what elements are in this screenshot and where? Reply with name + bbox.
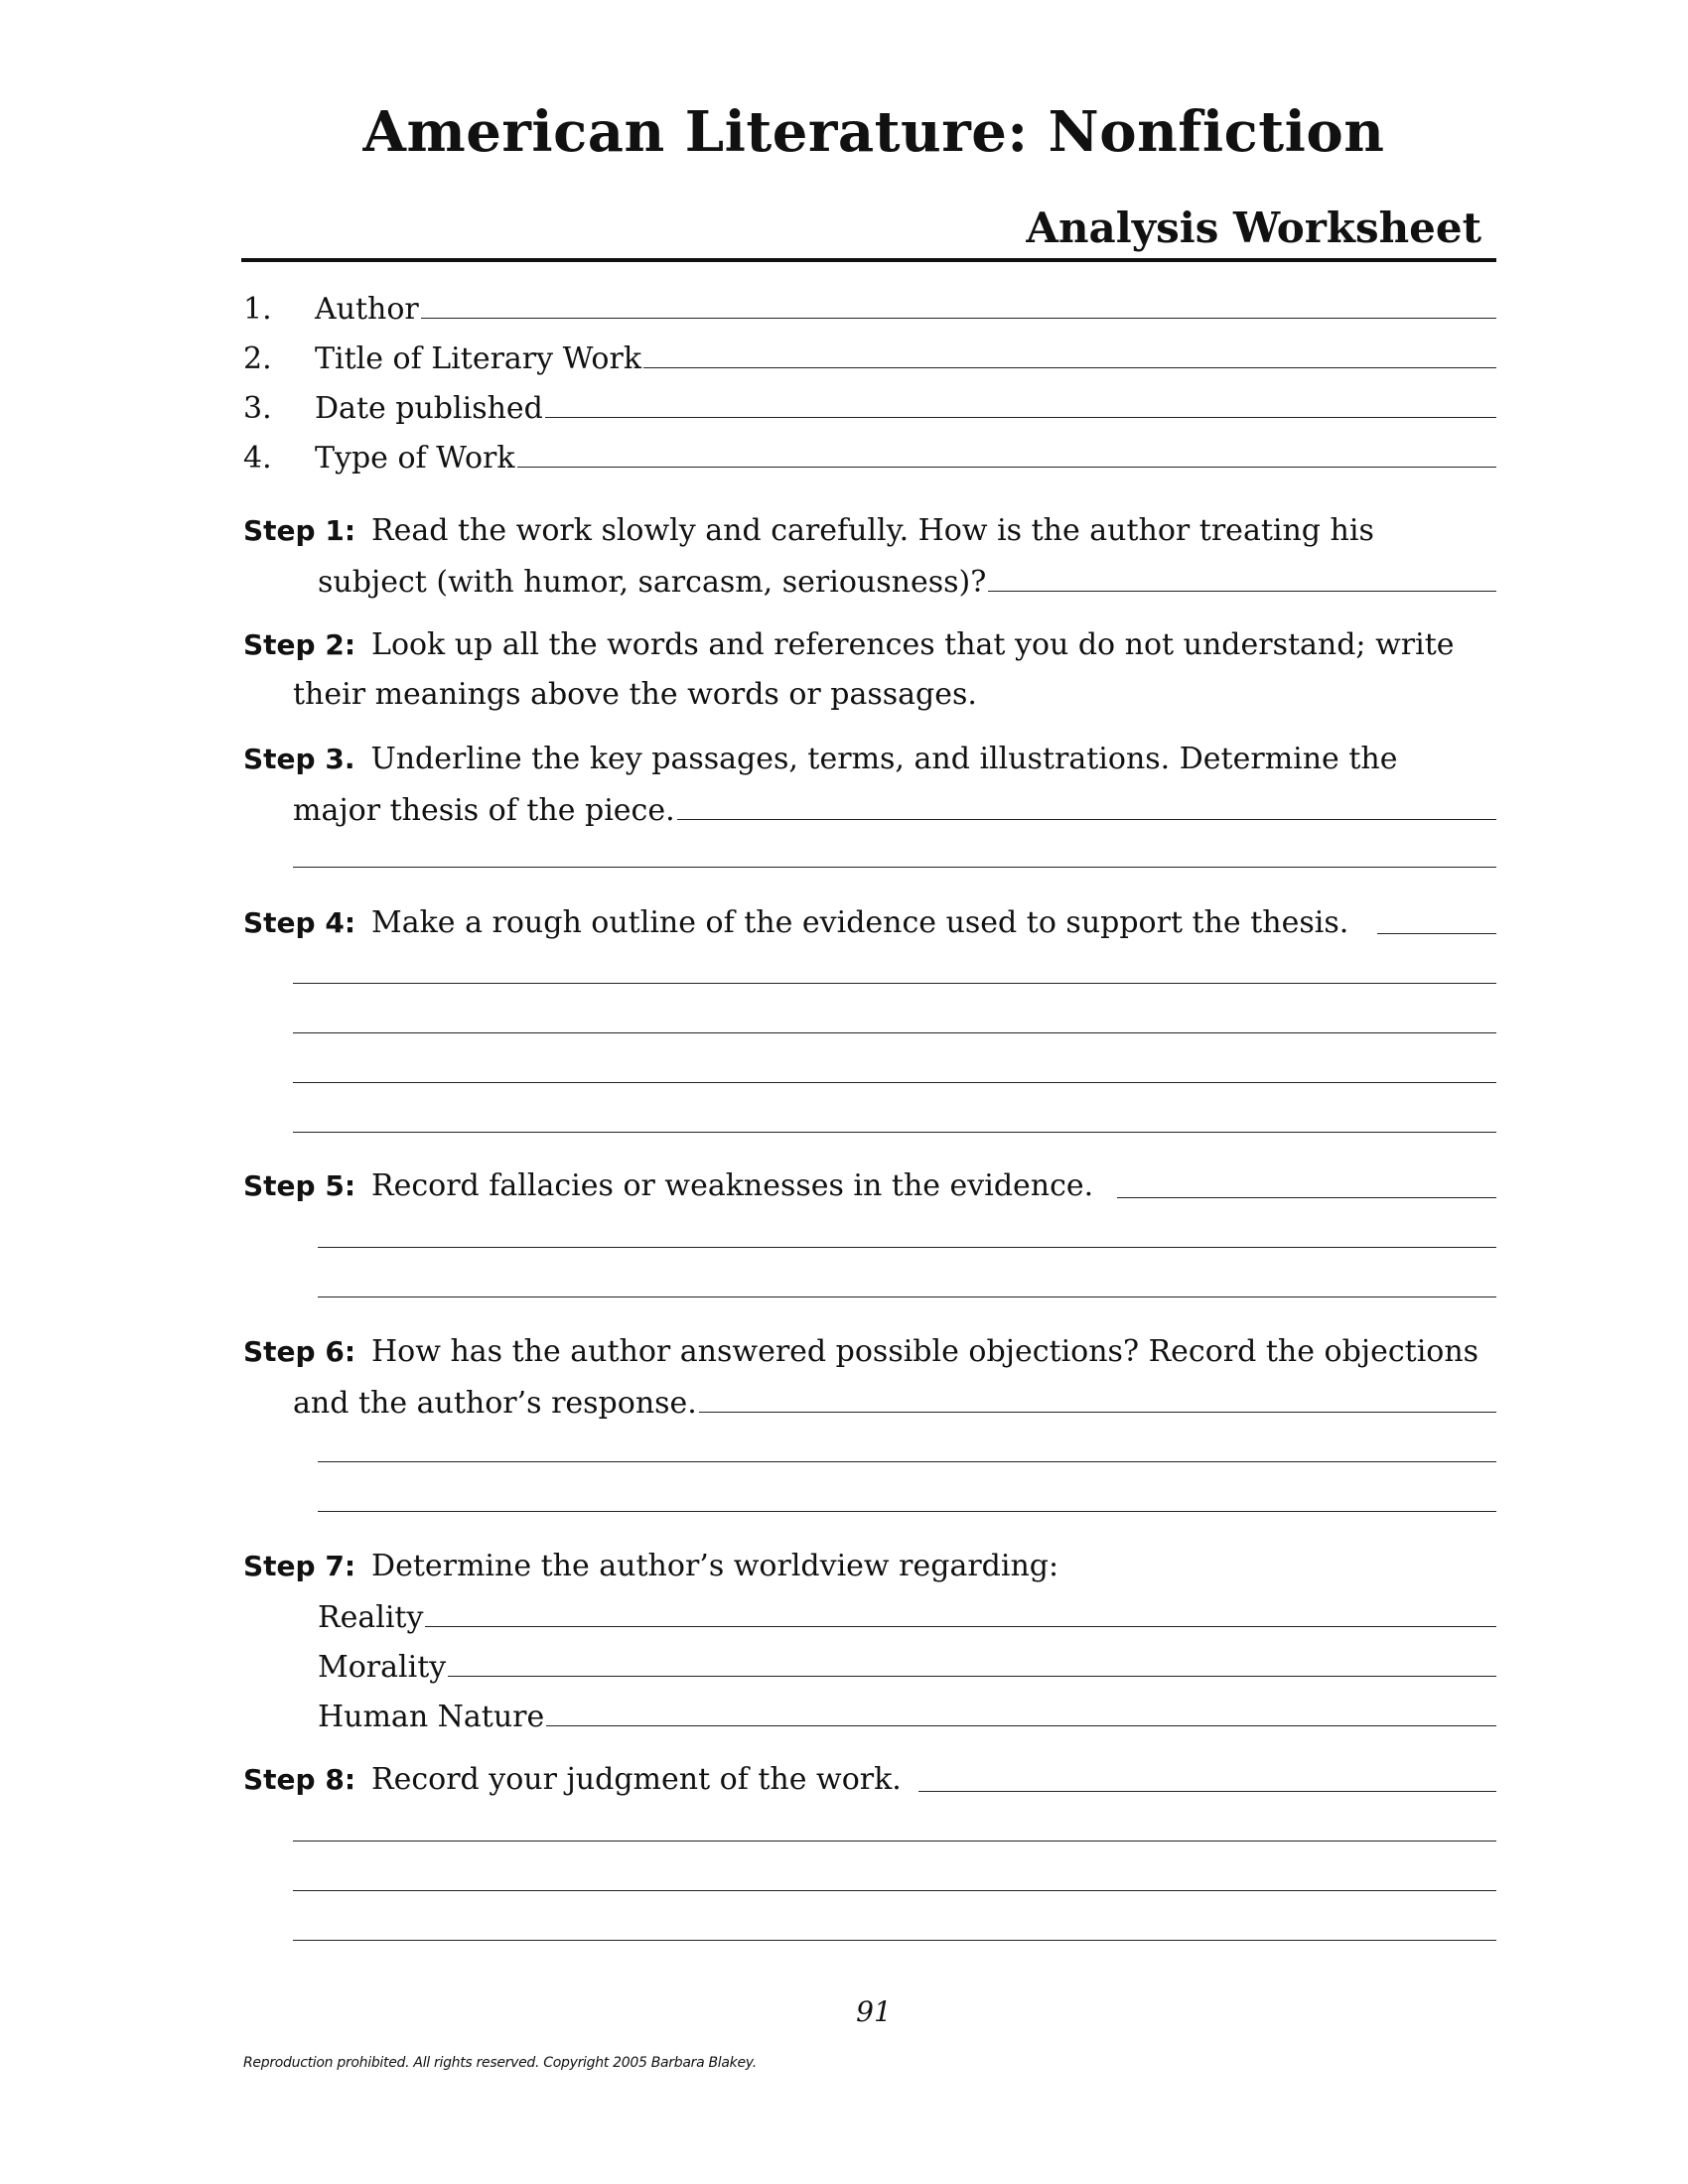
step-text: and the author’s response. xyxy=(293,1386,697,1421)
step-text: subject (with humor, sarcasm, seriousness)? xyxy=(318,565,987,600)
date-blank[interactable] xyxy=(545,387,1496,418)
field-type xyxy=(243,437,1496,478)
type-blank[interactable] xyxy=(517,437,1496,468)
step-4-blank-line[interactable] xyxy=(293,1132,1496,1133)
step-3-line2 xyxy=(293,789,1496,831)
step-6-blank[interactable] xyxy=(699,1382,1496,1413)
step-label: Step 5: xyxy=(243,1169,356,1202)
step-label: Step 4: xyxy=(243,906,356,939)
step-5 xyxy=(243,1166,1093,1206)
step-3-blank[interactable] xyxy=(677,789,1496,820)
title-blank[interactable] xyxy=(643,338,1496,368)
field-title xyxy=(243,338,1496,379)
step-label: Step 8: xyxy=(243,1763,356,1796)
step-text: Determine the author’s worldview regarding: xyxy=(371,1549,1059,1583)
step-4-blank-line[interactable] xyxy=(293,1082,1496,1083)
field-label: Date published xyxy=(315,391,543,426)
copyright-footer: Reproduction prohibited. All rights reserved. Copyright 2005 Barbara Blakey. xyxy=(243,2055,757,2071)
step-5-blank[interactable] xyxy=(1117,1197,1496,1198)
step-text: How has the author answered possible objections? Record the objections xyxy=(371,1334,1479,1369)
field-number: 4. xyxy=(243,441,272,476)
step-label: Step 2: xyxy=(243,628,356,661)
step-text: their meanings above the words or passages. xyxy=(293,677,977,712)
worldview-label: Human Nature xyxy=(318,1700,545,1734)
author-blank[interactable] xyxy=(421,288,1496,319)
step-3 xyxy=(243,740,1397,779)
step-text: Read the work slowly and carefully. How is the author treating his xyxy=(371,513,1374,548)
step-label: Step 3. xyxy=(243,743,355,775)
step-1 xyxy=(243,511,1374,551)
step-label: Step 7: xyxy=(243,1550,356,1582)
step-8 xyxy=(243,1760,902,1800)
step-6-line2 xyxy=(293,1382,1496,1424)
step-text: Record your judgment of the work. xyxy=(371,1762,902,1797)
human-nature-blank[interactable] xyxy=(546,1696,1496,1726)
field-number: 3. xyxy=(243,391,272,426)
step-6-blank-line[interactable] xyxy=(318,1511,1496,1512)
step-4 xyxy=(243,903,1348,943)
step-8-blank-line[interactable] xyxy=(293,1890,1496,1891)
step-1-line2 xyxy=(318,561,1496,603)
step-5-blank-line[interactable] xyxy=(318,1247,1496,1248)
reality-blank[interactable] xyxy=(425,1596,1496,1627)
worldview-morality xyxy=(318,1646,1496,1688)
field-label: Author xyxy=(315,292,419,327)
step-text: major thesis of the piece. xyxy=(293,793,675,828)
step-2 xyxy=(243,625,1455,665)
page-title: American Literature: Nonfiction xyxy=(362,99,1385,165)
worldview-human-nature xyxy=(318,1696,1496,1737)
worldview-reality xyxy=(318,1596,1496,1638)
step-label: Step 6: xyxy=(243,1335,356,1368)
step-6-blank-line[interactable] xyxy=(318,1461,1496,1462)
morality-blank[interactable] xyxy=(448,1646,1496,1677)
step-label: Step 1: xyxy=(243,514,356,547)
worldview-label: Morality xyxy=(318,1650,447,1685)
header-rule xyxy=(241,258,1496,262)
step-8-blank-line[interactable] xyxy=(293,1841,1496,1842)
field-author xyxy=(243,288,1496,330)
field-number: 1. xyxy=(243,292,272,327)
step-text: Look up all the words and references that you do not understand; write xyxy=(371,627,1455,662)
step-1-blank[interactable] xyxy=(988,561,1496,592)
step-3-blank-line[interactable] xyxy=(293,867,1496,868)
page-subtitle: Analysis Worksheet xyxy=(1026,204,1481,252)
step-8-blank[interactable] xyxy=(918,1791,1496,1792)
step-4-blank-line[interactable] xyxy=(293,1032,1496,1033)
step-6 xyxy=(243,1332,1478,1372)
step-7 xyxy=(243,1547,1058,1586)
worldview-label: Reality xyxy=(318,1600,424,1635)
step-2-line2 xyxy=(293,675,977,715)
field-date xyxy=(243,387,1496,429)
step-8-blank-line[interactable] xyxy=(293,1940,1496,1941)
field-number: 2. xyxy=(243,341,272,376)
step-text: Record fallacies or weaknesses in the evidence. xyxy=(371,1168,1094,1203)
step-text: Make a rough outline of the evidence used to support the thesis. xyxy=(371,905,1349,940)
step-4-blank[interactable] xyxy=(1377,933,1496,934)
step-4-blank-line[interactable] xyxy=(293,983,1496,984)
page-number: 91 xyxy=(856,1995,892,2028)
field-label: Type of Work xyxy=(315,441,515,476)
step-text: Underline the key passages, terms, and illustrations. Determine the xyxy=(370,742,1398,776)
field-label: Title of Literary Work xyxy=(315,341,642,376)
